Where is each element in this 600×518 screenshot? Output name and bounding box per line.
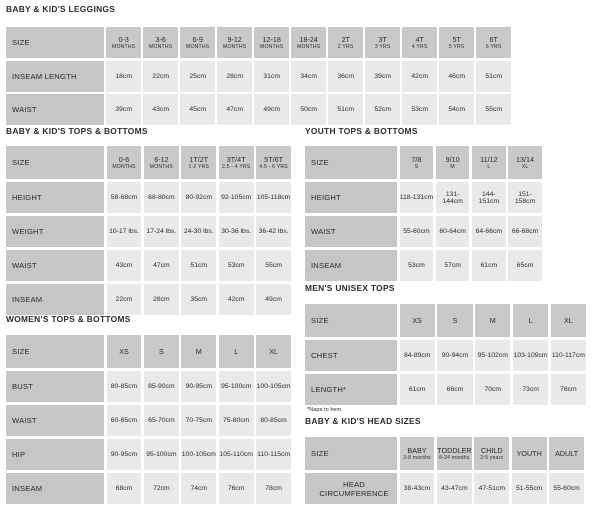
size-column-header: [180, 27, 215, 58]
measurement-value: 64-66cm: [472, 216, 506, 247]
measurement-value: 54cm: [439, 94, 474, 125]
size-column-header: [181, 146, 216, 179]
size-column-header: [143, 27, 178, 58]
measurement-value: 78cm: [256, 473, 291, 504]
measurement-value: 118-131cm: [400, 182, 434, 213]
measurement-value: 30-36 lbs.: [219, 216, 254, 247]
size-code: 4T: [415, 34, 424, 44]
measurement-value: 31cm: [254, 61, 289, 92]
measurement-value: 17-24 lbs.: [144, 216, 179, 247]
size-code: 13/14: [516, 154, 535, 164]
measurement-value: 53cm: [402, 94, 437, 125]
size-subtitle: 8-24 months: [439, 454, 470, 461]
size-code: L: [234, 346, 239, 356]
section-title: BABY & KID'S LEGGINGS: [6, 4, 116, 14]
size-code: 6T: [489, 34, 498, 44]
size-column-header: [291, 27, 326, 58]
size-column-header: [107, 146, 142, 179]
measurement-value: 70cm: [475, 374, 510, 405]
measurement-value: 73cm: [513, 374, 548, 405]
measurement-label: WAIST: [6, 405, 104, 436]
measurement-value: 45cm: [180, 94, 215, 125]
size-code: CHILD: [481, 445, 503, 455]
measurement-value: 105-110cm: [219, 439, 254, 470]
measurement-value: 76cm: [551, 374, 586, 405]
size-column-header: [437, 304, 472, 337]
measurement-label: WAIST: [6, 94, 104, 125]
size-column-header: [219, 146, 254, 179]
measurement-value: 65cm: [508, 250, 542, 281]
size-column-header: [437, 437, 472, 470]
size-column-header: [400, 437, 435, 470]
size-header-label: SIZE: [305, 304, 397, 337]
size-subtitle: S: [414, 163, 419, 170]
size-column-header: [256, 146, 291, 179]
measurement-value: 72cm: [144, 473, 179, 504]
size-subtitle: M: [450, 163, 455, 170]
measurement-value: 47-51cm: [474, 473, 509, 504]
size-subtitle: 2 YRS: [337, 43, 354, 50]
size-subtitle: 4.5 - 6 YRS: [259, 163, 288, 170]
size-subtitle: L: [487, 163, 491, 170]
measurement-value: 61cm: [472, 250, 506, 281]
measurement-value: 35cm: [181, 284, 216, 315]
measurement-value: 36-42 lbs.: [256, 216, 291, 247]
measurement-value: 100-105cm: [181, 439, 216, 470]
size-column-header: [549, 437, 584, 470]
measurement-label: LENGTH*: [305, 374, 397, 405]
section-title: YOUTH TOPS & BOTTOMS: [305, 126, 418, 136]
size-column-header: [219, 335, 254, 368]
size-code: S: [159, 346, 164, 356]
size-subtitle: MONTHS: [223, 43, 247, 50]
size-code: 7/8: [411, 154, 422, 164]
measurement-label: WAIST: [6, 250, 104, 281]
size-column-header: [144, 146, 179, 179]
measurement-value: 61cm: [400, 374, 435, 405]
size-code: BABY: [407, 445, 427, 455]
size-code: 0-3: [118, 34, 129, 44]
size-subtitle: MONTHS: [149, 43, 173, 50]
size-header-label: SIZE: [305, 437, 397, 470]
measurement-value: 49cm: [256, 284, 291, 315]
size-code: XL: [269, 346, 278, 356]
size-code: XS: [119, 346, 129, 356]
measurement-value: 55-60cm: [400, 216, 434, 247]
size-code: M: [195, 346, 202, 356]
measurement-value: 70-75cm: [181, 405, 216, 436]
measurement-value: 46cm: [439, 61, 474, 92]
measurement-value: 100-105cm: [256, 371, 291, 402]
measurement-value: 75-80cm: [219, 405, 254, 436]
size-column-header: [400, 304, 435, 337]
measurement-value: 51cm: [328, 94, 363, 125]
size-column-header: [551, 304, 586, 337]
size-column-header: [217, 27, 252, 58]
measurement-value: 22cm: [107, 284, 142, 315]
measurement-value: 51-55cm: [512, 473, 547, 504]
measurement-value: 55-60cm: [549, 473, 584, 504]
measurement-value: 36cm: [328, 61, 363, 92]
measurement-value: 95-102cm: [475, 340, 510, 371]
measurement-value: 25cm: [180, 61, 215, 92]
measurement-value: 39cm: [365, 61, 400, 92]
measurement-value: 24-30 lbs.: [181, 216, 216, 247]
measurement-label: HEIGHT: [6, 182, 104, 213]
size-subtitle: MONTHS: [112, 163, 136, 170]
size-column-header: [508, 146, 542, 179]
measurement-value: 53cm: [400, 250, 434, 281]
measurement-value: 38-43cm: [400, 473, 435, 504]
measurement-value: 110-115cm: [256, 439, 291, 470]
size-column-header: [254, 27, 289, 58]
size-code: ADULT: [555, 448, 579, 458]
measurement-value: 66cm: [437, 374, 472, 405]
section-title: WOMEN'S TOPS & BOTTOMS: [6, 314, 131, 324]
size-column-header: [472, 146, 506, 179]
size-code: 9-12: [227, 34, 242, 44]
measurement-value: 52cm: [365, 94, 400, 125]
measurement-value: 42cm: [219, 284, 254, 315]
size-code: YOUTH: [516, 448, 542, 458]
size-code: 3-6: [155, 34, 166, 44]
size-code: 18-24: [299, 34, 318, 44]
size-column-header: [144, 335, 179, 368]
footnote: *Nape to hem.: [307, 407, 343, 413]
size-code: 5T: [452, 34, 461, 44]
measurement-value: 43cm: [143, 94, 178, 125]
size-column-header: [107, 335, 142, 368]
measurement-value: 92-105cm: [219, 182, 254, 213]
size-code: 11/12: [480, 154, 498, 164]
size-header-label: SIZE: [6, 146, 104, 179]
size-subtitle: 5 YRS: [448, 43, 465, 50]
measurement-label: HEIGHT: [305, 182, 397, 213]
size-subtitle: 3-8 months: [403, 454, 431, 461]
measurement-value: 58-68cm: [107, 182, 142, 213]
measurement-value: 50cm: [291, 94, 326, 125]
measurement-label: INSEAM: [6, 284, 104, 315]
measurement-value: 68cm: [107, 473, 142, 504]
size-subtitle: MONTHS: [186, 43, 210, 50]
measurement-value: 28cm: [217, 61, 252, 92]
measurement-value: 80-85cm: [107, 371, 142, 402]
size-subtitle: 6 YRS: [485, 43, 502, 50]
measurement-value: 80-92cm: [181, 182, 216, 213]
measurement-value: 110-117cm: [551, 340, 586, 371]
measurement-value: 49cm: [254, 94, 289, 125]
measurement-value: 57cm: [436, 250, 470, 281]
size-header-label: SIZE: [305, 146, 397, 179]
size-column-header: [328, 27, 363, 58]
size-code: 3T: [378, 34, 387, 44]
measurement-value: 85-90cm: [144, 371, 179, 402]
size-subtitle: MONTHS: [297, 43, 321, 50]
measurement-value: 65-70cm: [144, 405, 179, 436]
measurement-label: HEAD CIRCUMFERENCE: [305, 473, 397, 504]
size-code: TODDLER: [437, 445, 472, 455]
measurement-value: 34cm: [291, 61, 326, 92]
measurement-label: BUST: [6, 371, 104, 402]
size-subtitle: 2-5 years: [480, 454, 504, 461]
measurement-value: 43cm: [107, 250, 142, 281]
measurement-label: WEIGHT: [6, 216, 104, 247]
size-subtitle: MONTHS: [260, 43, 284, 50]
measurement-value: 60-64cm: [436, 216, 470, 247]
size-column-header: [439, 27, 474, 58]
size-code: 2T: [341, 34, 350, 44]
measurement-label: WAIST: [305, 216, 397, 247]
measurement-value: 105-118cm: [256, 182, 291, 213]
measurement-value: 51cm: [476, 61, 511, 92]
size-column-header: [181, 335, 216, 368]
size-code: M: [489, 315, 496, 325]
size-column-header: [402, 27, 437, 58]
measurement-value: 80-85cm: [256, 405, 291, 436]
size-column-header: [106, 27, 141, 58]
section-title: BABY & KID'S HEAD SIZES: [305, 416, 421, 426]
size-subtitle: 1-2 YRS: [188, 163, 210, 170]
size-code: XS: [412, 315, 422, 325]
measurement-value: 60-65cm: [107, 405, 142, 436]
size-code: 5T/6T: [264, 154, 283, 164]
size-subtitle: 3 YRS: [374, 43, 391, 50]
size-code: XL: [563, 315, 573, 325]
measurement-value: 95-100cm: [219, 371, 254, 402]
measurement-value: 144-151cm: [472, 182, 506, 213]
measurement-label: CHEST: [305, 340, 397, 371]
measurement-value: 39cm: [106, 94, 141, 125]
measurement-label: HIP: [6, 439, 104, 470]
measurement-label: INSEAM: [6, 473, 104, 504]
measurement-value: 51cm: [181, 250, 216, 281]
measurement-value: 95-100cm: [144, 439, 179, 470]
measurement-value: 151-158cm: [508, 182, 542, 213]
size-column-header: [256, 335, 291, 368]
measurement-value: 42cm: [402, 61, 437, 92]
size-column-header: [365, 27, 400, 58]
size-column-header: [512, 437, 547, 470]
size-code: 9/10: [445, 154, 460, 164]
size-column-header: [476, 27, 511, 58]
section-title: MEN'S UNISEX TOPS: [305, 283, 395, 293]
size-column-header: [474, 437, 509, 470]
measurement-label: INSEAM: [305, 250, 397, 281]
measurement-value: 28cm: [144, 284, 179, 315]
size-column-header: [436, 146, 470, 179]
measurement-value: 18cm: [106, 61, 141, 92]
size-subtitle: 2.5 - 4 YRS: [221, 163, 251, 170]
size-header-label: SIZE: [6, 27, 104, 58]
measurement-value: 90-94cm: [437, 340, 472, 371]
measurement-value: 76cm: [219, 473, 254, 504]
size-code: 12-18: [262, 34, 281, 44]
measurement-value: 74cm: [181, 473, 216, 504]
measurement-value: 47cm: [217, 94, 252, 125]
size-code: 6-12: [154, 154, 169, 164]
size-column-header: [513, 304, 548, 337]
measurement-value: 43-47cm: [437, 473, 472, 504]
section-title: BABY & KID'S TOPS & BOTTOMS: [6, 126, 148, 136]
measurement-value: 131-144cm: [436, 182, 470, 213]
size-header-label: SIZE: [6, 335, 104, 368]
measurement-value: 66-68cm: [508, 216, 542, 247]
measurement-value: 22cm: [143, 61, 178, 92]
size-code: 3T/4T: [226, 154, 246, 164]
measurement-value: 90-95cm: [181, 371, 216, 402]
size-subtitle: XL: [521, 163, 529, 170]
size-subtitle: 4 YRS: [411, 43, 428, 50]
measurement-value: 47cm: [144, 250, 179, 281]
size-code: S: [452, 315, 458, 325]
measurement-value: 84-89cm: [400, 340, 435, 371]
measurement-value: 55cm: [476, 94, 511, 125]
size-subtitle: MONTHS: [149, 163, 174, 170]
measurement-value: 10-17 lbs.: [107, 216, 142, 247]
measurement-value: 103-109cm: [513, 340, 548, 371]
size-code: L: [528, 315, 533, 325]
measurement-value: 68-80cm: [144, 182, 179, 213]
size-code: 6-9: [192, 34, 203, 44]
measurement-value: 55cm: [256, 250, 291, 281]
size-column-header: [400, 146, 434, 179]
size-code: 0-6: [118, 154, 130, 164]
size-code: 1T/2T: [189, 154, 209, 164]
measurement-label: INSEAM LENGTH: [6, 61, 104, 92]
size-column-header: [475, 304, 510, 337]
measurement-value: 53cm: [219, 250, 254, 281]
measurement-value: 90-95cm: [107, 439, 142, 470]
size-subtitle: MONTHS: [112, 43, 136, 50]
